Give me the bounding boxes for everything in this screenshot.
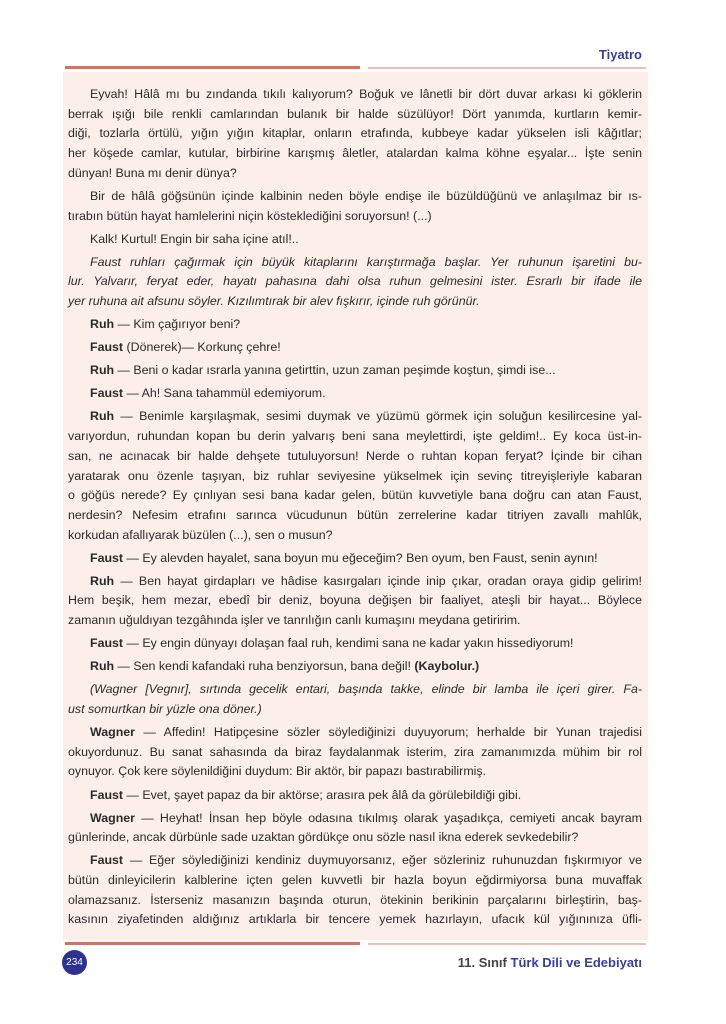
text-line bbox=[68, 680, 642, 700]
text-line bbox=[68, 611, 642, 631]
header-rule-left bbox=[65, 66, 360, 69]
line-text: diği, tozlarla örtülü, yığın yığın kitaplar, onların etrafında, kubbeye kadar yükselen isli kâğıtlar; bbox=[68, 126, 642, 141]
header-rule-right bbox=[368, 67, 646, 69]
speaker-name: Faust bbox=[90, 787, 124, 802]
speaker-name: Faust bbox=[90, 386, 124, 401]
text-line bbox=[68, 85, 642, 105]
text-line bbox=[68, 338, 642, 358]
line-text: günlerinde, ancak dürbünle sade uzaktan gördükçe onu sözle nasıl ikna ederek sevkedebilir? bbox=[68, 830, 579, 845]
text-line bbox=[68, 144, 642, 164]
text-line bbox=[68, 657, 642, 677]
paragraph bbox=[68, 230, 642, 250]
dialogue-paragraph bbox=[68, 572, 642, 631]
line-text: Eyvah! Hâlâ mı bu zındanda tıkılı kalıyorum? Boğuk ve lânetli bir dört duvar arkası ki göklerin bbox=[90, 87, 642, 101]
dialogue-paragraph bbox=[68, 407, 642, 545]
text-line bbox=[68, 851, 642, 871]
speaker-name: Ruh bbox=[90, 659, 115, 674]
text-line bbox=[68, 407, 642, 427]
dialogue-paragraph bbox=[68, 809, 642, 848]
page-number-badge: 234 bbox=[62, 950, 87, 975]
line-text: kasının ziyafetinden aldığınız artıklarla bir tencere yemek hazırlayın, ufacık kül yığınınıza üfli- bbox=[68, 912, 642, 927]
dialogue-paragraph bbox=[68, 634, 642, 654]
stage-direction bbox=[68, 253, 642, 312]
speaker-name: Wagner bbox=[90, 810, 135, 825]
line-text: Faust ruhları çağırmak için büyük kitaplarını karıştırmağa başlar. Yer ruhunun işaretini bu- bbox=[90, 254, 642, 269]
text-line bbox=[68, 187, 642, 207]
line-text: (Wagner [Vegnır], sırtında gecelik entari, başında takke, elinde bir lamba ile içeri girer. Fa- bbox=[90, 682, 642, 697]
dialogue-paragraph bbox=[68, 384, 642, 404]
line-text: berrak ışığı bile renkli camlarından bulanık bir halde süzülüyor! Dört yanımda, kurtların kemir- bbox=[68, 106, 642, 121]
dialogue-paragraph bbox=[68, 851, 642, 930]
line-text: — Ben hayat girdapları ve hâdise kasırgaları içinde inip çıkar, oradan oraya gidip gelirim! bbox=[114, 573, 642, 588]
text-line bbox=[68, 828, 642, 848]
text-line bbox=[68, 591, 642, 611]
text-line bbox=[68, 105, 642, 125]
footer-book-title bbox=[458, 955, 642, 970]
line-text: her köşede camlar, kutular, birbirine karışmış âletler, atalardan kalma köhne eşyalar... İşte senin bbox=[68, 146, 642, 161]
line-text: (Dönerek)— Korkunç çehre! bbox=[123, 340, 281, 355]
stage-direction bbox=[68, 680, 642, 719]
text-line bbox=[68, 447, 642, 467]
line-text: korkudan afallıyarak büzülen (...), sen o musun? bbox=[68, 527, 333, 542]
line-text: lur. Yalvarır, feryat eder, hayatı pahasına dahi olsa ruhun gelmesini ister. Esrarlı bir ifade ile bbox=[68, 274, 642, 289]
line-text: — Ah! Sana tahammül edemiyorum. bbox=[123, 386, 326, 401]
line-text: — Benimle karşılaşmak, sesimi duymak ve yüzümü görmek için soluğun kesilircesine yal- bbox=[114, 409, 642, 424]
speaker-name: Wagner bbox=[90, 725, 135, 740]
line-text: — Ey alevden hayalet, sana boyun mu eğeceğim? Ben oyum, ben Faust, senin aynın! bbox=[123, 550, 598, 565]
play-text bbox=[68, 85, 642, 934]
text-line bbox=[68, 427, 642, 447]
text-line bbox=[68, 164, 642, 184]
text-line bbox=[68, 315, 642, 335]
line-text: — Evet, şayet papaz da bir aktörse; arasıra pek âlâ da görülebildiği gibi. bbox=[123, 787, 522, 802]
text-line bbox=[68, 723, 642, 743]
line-text: okuyordunuz. Bu sanat sahasında da biraz faydalanmak isterim, zira zamanımızda mühim bir rol bbox=[68, 744, 642, 759]
dialogue-paragraph bbox=[68, 549, 642, 569]
line-text: — Eğer söylediğinizi kendiniz duymuyorsanız, eğer sözleriniz ruhunuzdan fışkırmıyor ve bbox=[123, 853, 642, 868]
dialogue-paragraph bbox=[68, 786, 642, 806]
text-line bbox=[68, 292, 642, 312]
speaker-name: Ruh bbox=[90, 573, 115, 588]
footer-subject: Türk Dili ve Edebiyatı bbox=[510, 955, 642, 970]
paragraph bbox=[68, 187, 642, 226]
text-line bbox=[68, 467, 642, 487]
line-text: Hem beşik, hem mezar, ebedî bir deniz, boyuna değişen bir faaliyet, ateşli bir hayat... Böylece bbox=[68, 593, 642, 608]
line-text: Bir de hâlâ göğsünün içinde kalbinin neden böyle endişe ile büzüldüğünü ve anlaşılmaz bir ıs- bbox=[90, 188, 642, 203]
speaker-name: Ruh bbox=[90, 317, 115, 332]
text-line bbox=[68, 253, 642, 273]
line-text: oynuyor. Çok kere söylenildiğini duydum: Bir aktör, bir papazı bastırabilirmiş. bbox=[68, 764, 487, 779]
speaker-name: Ruh bbox=[90, 363, 115, 378]
speaker-name: Faust bbox=[90, 636, 124, 651]
text-line bbox=[68, 572, 642, 592]
dialogue-paragraph bbox=[68, 723, 642, 782]
line-text: yaratarak onu özenle taşıyan, biz ruhlar seviyesine yükselmek için sevinç titreyişleriyle kabaran bbox=[68, 468, 642, 483]
line-text: yer ruhuna ait afsunu söyler. Kızılımtırak bir alev fışkırır, içinde ruh görünür. bbox=[68, 294, 480, 309]
text-line bbox=[68, 700, 642, 720]
text-line bbox=[68, 549, 642, 569]
line-text: — Sen kendi kafandaki ruha benziyorsun, bana değil! bbox=[114, 659, 415, 674]
text-line bbox=[68, 634, 642, 654]
line-text: varıyordun, ruhundan kopan bu derin yalvarış beni sana meylettirdi, işte geldim!.. Ey koca üst-in- bbox=[68, 429, 642, 444]
line-text: san, ne acınacak bir halde dehşete tutuluyorsun! Nerde o ruhtan kopan feryat? İçinde bir cihan bbox=[68, 448, 642, 463]
text-line bbox=[68, 207, 642, 227]
line-text: olamazsanız. İsterseniz masanızın başında oturun, ötekinin berikinin parçalarını birleştirin, baş- bbox=[68, 892, 642, 907]
speaker-name: Faust bbox=[90, 550, 124, 565]
footer-rule-right bbox=[368, 943, 646, 945]
line-text: — Ey engin dünyayı dolaşan faal ruh, kendimi sana ne kadar yakın hissediyorum! bbox=[123, 636, 574, 651]
dialogue-paragraph bbox=[68, 338, 642, 358]
text-line bbox=[68, 230, 642, 250]
line-text: Kalk! Kurtul! Engin bir saha içine atıl!.. bbox=[90, 231, 299, 246]
text-line bbox=[68, 272, 642, 292]
paragraph bbox=[68, 85, 642, 183]
speaker-name: Faust bbox=[90, 853, 124, 868]
speaker-name: Faust bbox=[90, 340, 124, 355]
text-line bbox=[68, 910, 642, 930]
line-text: o göğüs nerede? Ey çınlıyan sesi bana kadar gelen, bütün kuvvetiyle bana doğru can atan Faust, bbox=[68, 488, 642, 503]
line-text: tırabın bütün hayat hamlelerini niçin kösteklediğini soruyorsun! (...) bbox=[68, 208, 432, 223]
speaker-name: Ruh bbox=[90, 409, 115, 424]
line-text: — Kim çağırıyor beni? bbox=[114, 317, 241, 332]
line-text: bütün dinleyicilerin kalblerine içten gelen kuvvetli bir hazla boyun eğdirmiyorsa buna muvaffak bbox=[68, 873, 642, 888]
text-line bbox=[68, 506, 642, 526]
text-line bbox=[68, 384, 642, 404]
text-line bbox=[68, 871, 642, 891]
text-line bbox=[68, 743, 642, 763]
line-text: — Beni o kadar ısrarla yanına getirttin, uzun zaman peşimde koştun, şimdi ise... bbox=[114, 363, 556, 378]
section-title: Tiyatro bbox=[598, 47, 642, 62]
text-line bbox=[68, 786, 642, 806]
line-text: dünyan! Buna mı denir dünya? bbox=[68, 165, 237, 180]
text-line bbox=[68, 486, 642, 506]
footer-grade: 11. Sınıf bbox=[457, 955, 507, 970]
line-text: — Heyhat! İnsan hep böyle odasına tıkılmış olarak yaşadıkça, cemiyeti ancak bayram bbox=[134, 810, 642, 825]
text-line bbox=[68, 526, 642, 546]
text-line bbox=[68, 891, 642, 911]
dialogue-paragraph bbox=[68, 361, 642, 381]
text-line bbox=[68, 809, 642, 829]
line-text: zamanın uğuldıyan tezgâhında işler ve tanrılığın canlı kumaşını meydana getiririm. bbox=[68, 613, 521, 628]
text-line bbox=[68, 762, 642, 782]
footer-rule-left bbox=[65, 942, 360, 945]
dialogue-paragraph bbox=[68, 315, 642, 335]
line-text: ust somurtkan bir yüzle ona döner.) bbox=[68, 702, 262, 717]
line-text: nerdesin? Nefesim etrafını sarınca vücudunun bütün zerrelerine kadar titriyen zavallı mahlûk, bbox=[68, 507, 642, 522]
text-line bbox=[68, 124, 642, 144]
dialogue-paragraph bbox=[68, 657, 642, 677]
stage-note: (Kaybolur.) bbox=[414, 659, 480, 674]
text-line bbox=[68, 361, 642, 381]
line-text: — Affedin! Hatipçesine sözler söylediğinizi duyuyorum; herhalde bir Yunan trajedisi bbox=[134, 725, 642, 740]
